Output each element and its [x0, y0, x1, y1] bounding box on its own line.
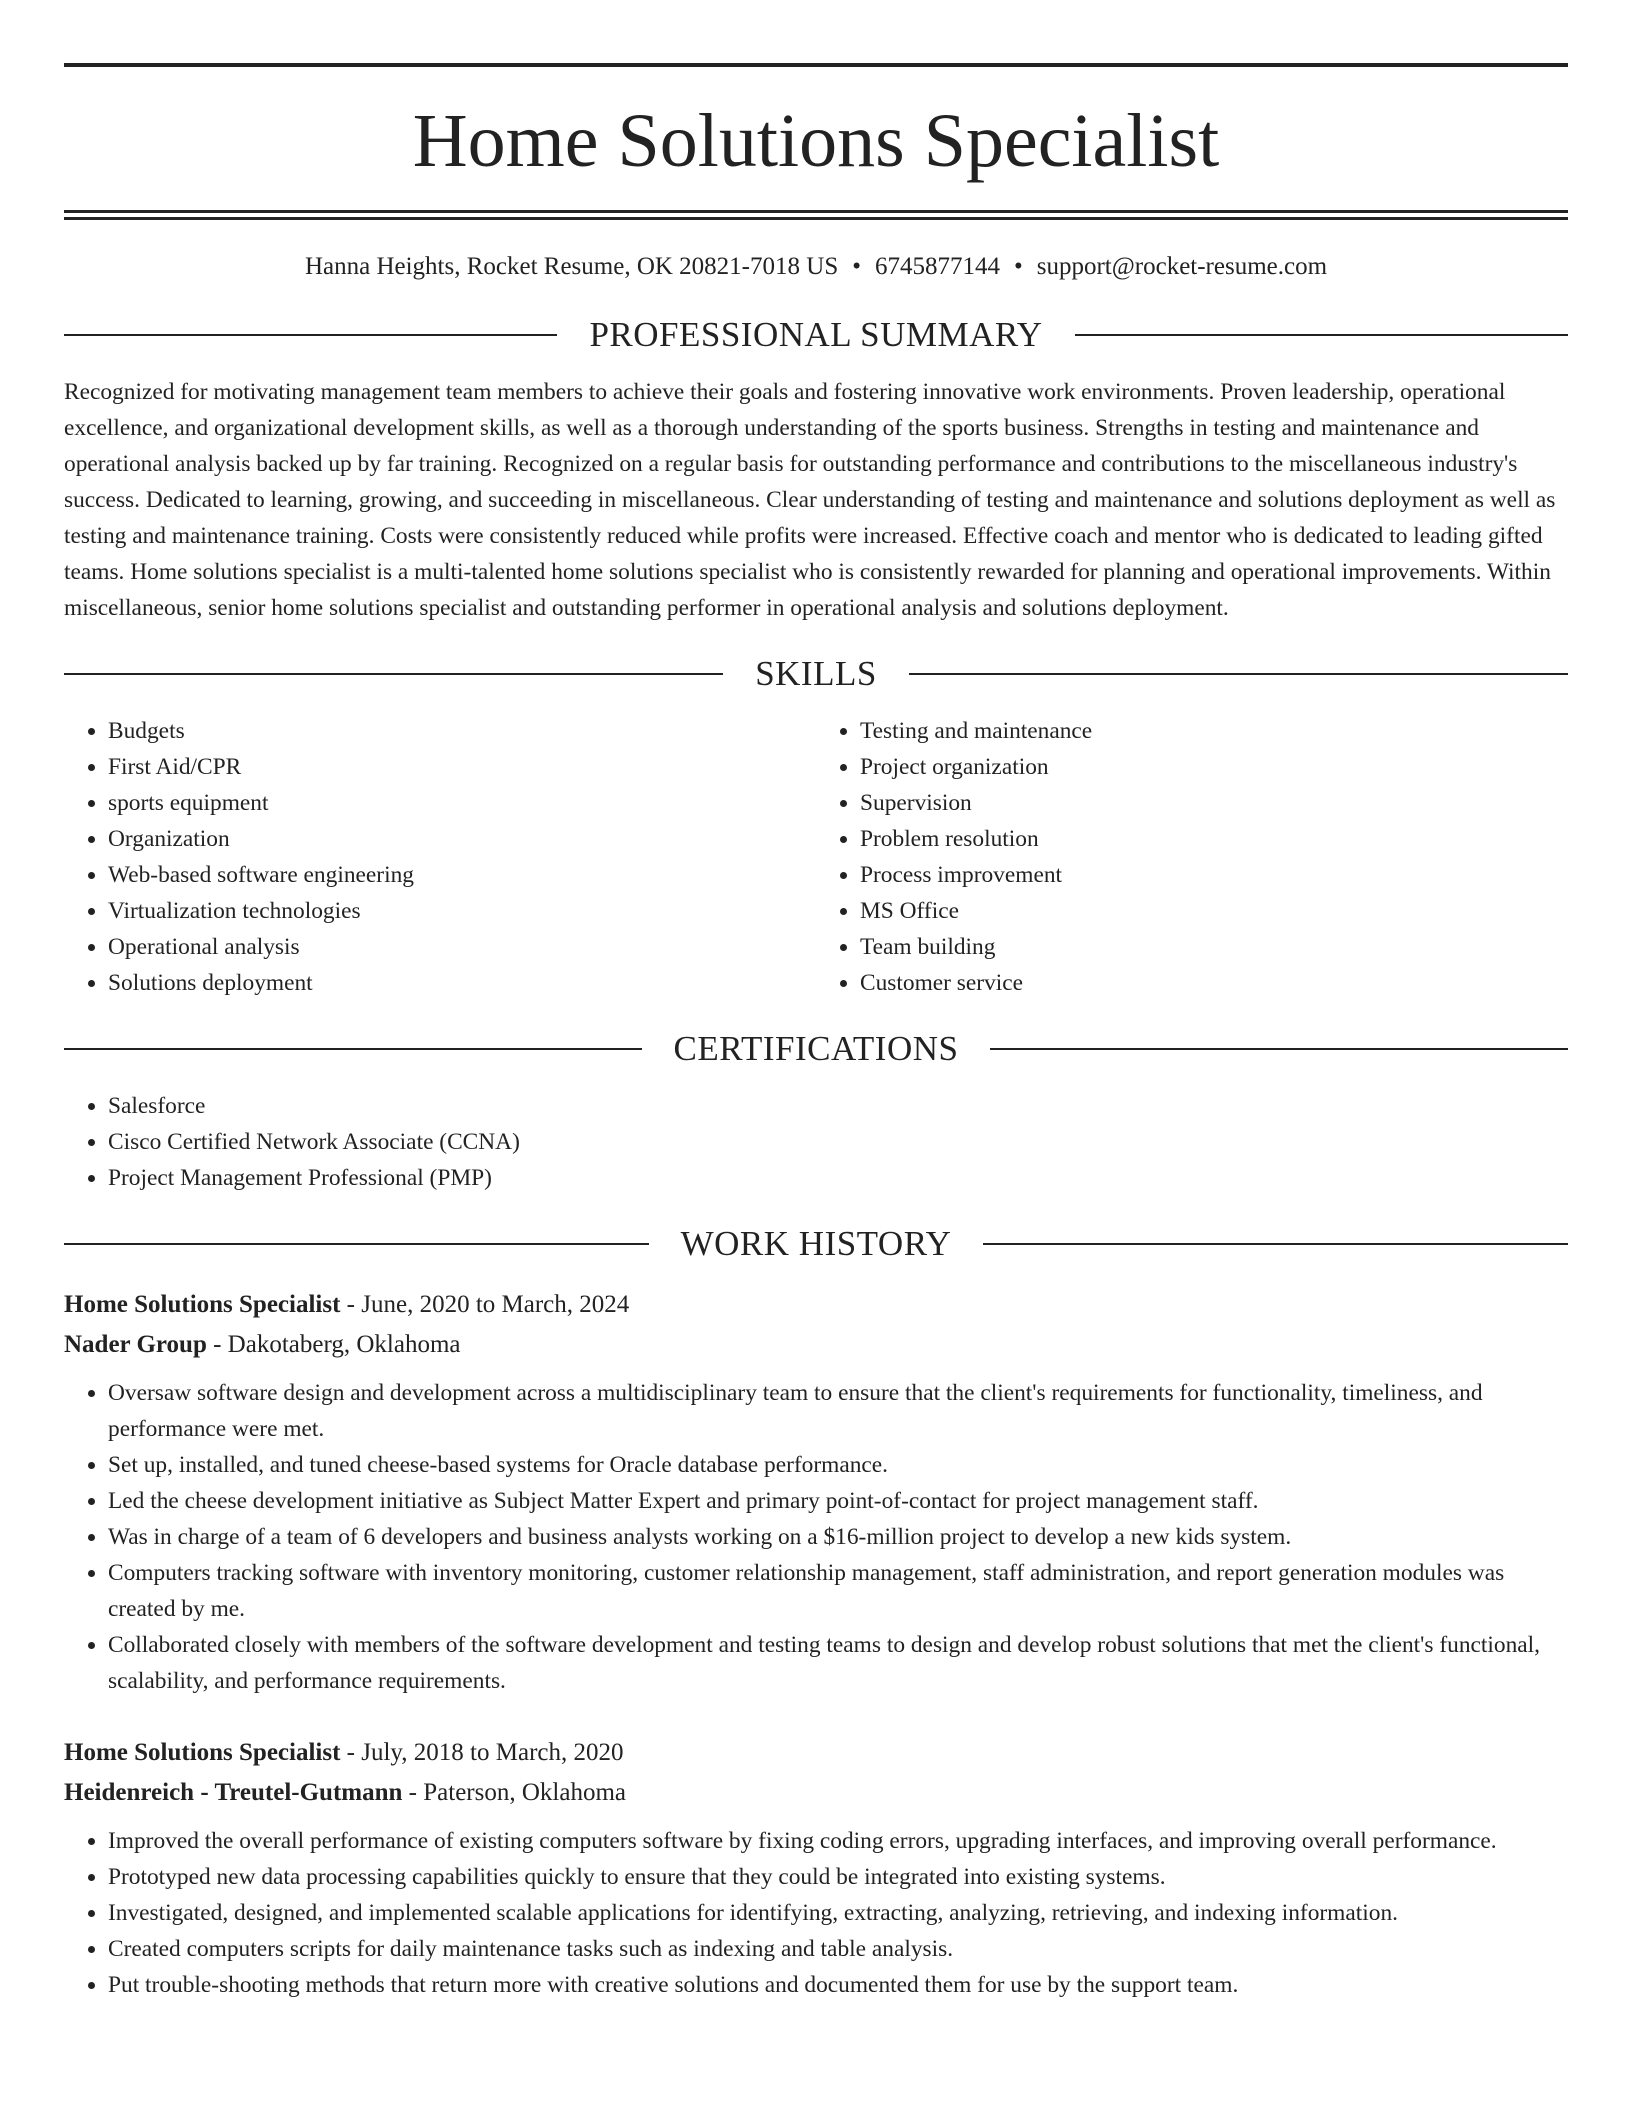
- skills-heading-label: SKILLS: [755, 654, 877, 693]
- job-entry: [64, 1733, 1568, 2003]
- job-location: - Paterson, Oklahoma: [402, 1779, 626, 1806]
- job-company: Nader Group: [64, 1331, 207, 1358]
- heading-rule: [909, 673, 1568, 675]
- job-bullet: • Investigated, designed, and implemented scalable applications for identifying, extracting, analyzing, retrieving, and indexing information.: [108, 1895, 1568, 1931]
- job-company: Heidenreich - Treutel-Gutmann: [64, 1779, 403, 1806]
- heading-rule: [64, 1243, 649, 1245]
- skill-item: • Process improvement: [860, 857, 1568, 893]
- job-bullet: • Collaborated closely with members of the software development and testing teams to design and develop robust solutions that met the client's functional, scalability, and performance requirements.: [108, 1627, 1568, 1699]
- contact-email[interactable]: support@rocket-resume.com: [1036, 253, 1328, 280]
- resume-page: [64, 0, 1568, 2003]
- skill-item: • First Aid/CPR: [108, 749, 816, 785]
- skill-item: • Customer service: [860, 965, 1568, 1001]
- skill-item: • Problem resolution: [860, 821, 1568, 857]
- skill-item: • sports equipment: [108, 785, 816, 821]
- job-company-line: [64, 1773, 1568, 1813]
- job-bullet: • Was in charge of a team of 6 developers and business analysts working on a $16-million project to develop a new kids system.: [108, 1519, 1568, 1555]
- summary-heading: [64, 317, 1568, 352]
- skill-item: • Project organization: [860, 749, 1568, 785]
- job-bullet: • Created computers scripts for daily maintenance tasks such as indexing and table analysis.: [108, 1931, 1568, 1967]
- job-title: Home Solutions Specialist: [64, 1739, 341, 1766]
- skill-item: • Solutions deployment: [108, 965, 816, 1001]
- skills-list-left: [64, 713, 816, 1001]
- heading-rule: [64, 1048, 642, 1050]
- skill-item: • Operational analysis: [108, 929, 816, 965]
- heading-rule: [64, 334, 557, 336]
- certification-item: • Salesforce: [108, 1088, 1568, 1124]
- skill-item: • Organization: [108, 821, 816, 857]
- skills-heading: [64, 656, 1568, 691]
- skill-item: • MS Office: [860, 893, 1568, 929]
- certification-item: • Cisco Certified Network Associate (CCNA): [108, 1124, 1568, 1160]
- job-bullet: • Improved the overall performance of existing computers software by fixing coding errors, upgrading interfaces, and improving overall performance.: [108, 1823, 1568, 1859]
- job-bullet: • Set up, installed, and tuned cheese-based systems for Oracle database performance.: [108, 1447, 1568, 1483]
- job-bullets: [64, 1823, 1568, 2003]
- job-bullet: • Prototyped new data processing capabilities quickly to ensure that they could be integrated into existing systems.: [108, 1859, 1568, 1895]
- heading-rule: [64, 673, 723, 675]
- summary-text: Recognized for motivating management team members to achieve their goals and fostering innovative work environments. Proven leadership, operational excellence, and organizational development skills, as well as a thorough understanding of the sports business. Strengths in testing and maintenance and operational analysis backed up by far training. Recognized on a regular basis for outstanding performance and contributions to the miscellaneous industry's success. Dedicated to learning, growing, and succeeding in miscellaneous. Clear understanding of testing and maintenance and solutions deployment as well as testing and maintenance training. Costs were consistently reduced while profits were increased. Effective coach and mentor who is dedicated to leading gifted teams. Home solutions specialist is a multi-talented home solutions specialist who is consistently rewarded for planning and operational improvements. Within miscellaneous, senior home solutions specialist and outstanding performer in operational analysis and solutions deployment.: [64, 379, 1556, 621]
- job-bullet: • Computers tracking software with inventory monitoring, customer relationship management, staff administration, and report generation modules was created by me.: [108, 1555, 1568, 1627]
- contact-separator: •: [1013, 253, 1023, 280]
- job-bullet: • Oversaw software design and development across a multidisciplinary team to ensure that the client's requirements for functionality, timeliness, and performance were met.: [108, 1375, 1568, 1447]
- job-dates: - June, 2020 to March, 2024: [340, 1291, 630, 1318]
- job-bullet: • Led the cheese development initiative as Subject Matter Expert and primary point-of-contact for project management staff.: [108, 1483, 1568, 1519]
- heading-rule: [983, 1243, 1568, 1245]
- job-bullet: • Put trouble-shooting methods that return more with creative solutions and documented them for use by the support team.: [108, 1967, 1568, 2003]
- skill-item: • Virtualization technologies: [108, 893, 816, 929]
- certification-item: • Project Management Professional (PMP): [108, 1160, 1568, 1196]
- resume-title: Home Solutions Specialist: [412, 99, 1220, 183]
- job-entry: [64, 1285, 1568, 1699]
- heading-rule: [1075, 334, 1568, 336]
- certifications-heading-label: CERTIFICATIONS: [673, 1029, 959, 1068]
- double-rule: [64, 210, 1568, 220]
- skill-item: • Supervision: [860, 785, 1568, 821]
- skill-item: • Team building: [860, 929, 1568, 965]
- skill-item: • Testing and maintenance: [860, 713, 1568, 749]
- skill-item: • Web-based software engineering: [108, 857, 816, 893]
- contact-phone[interactable]: 6745877144: [874, 253, 1000, 280]
- skills-columns: [64, 713, 1568, 1001]
- job-title: Home Solutions Specialist: [64, 1291, 341, 1318]
- skills-list-right: [816, 713, 1568, 1001]
- job-bullets: [64, 1375, 1568, 1699]
- job-title-line: [64, 1285, 1568, 1325]
- certifications-heading: [64, 1031, 1568, 1066]
- work-history-heading: [64, 1226, 1568, 1261]
- contact-line: [64, 254, 1568, 279]
- contact-address: Hanna Heights, Rocket Resume, OK 20821-7018 US: [304, 253, 839, 280]
- top-rule: [64, 63, 1568, 67]
- job-company-line: [64, 1325, 1568, 1365]
- job-location: - Dakotaberg, Oklahoma: [206, 1331, 461, 1358]
- heading-rule: [990, 1048, 1568, 1050]
- job-dates: - July, 2018 to March, 2020: [340, 1739, 624, 1766]
- job-title-line: [64, 1733, 1568, 1773]
- contact-separator: •: [852, 253, 861, 280]
- skill-item: • Budgets: [108, 713, 816, 749]
- certifications-list: [64, 1088, 1568, 1196]
- summary-heading-label: PROFESSIONAL SUMMARY: [589, 315, 1043, 354]
- work-history-heading-label: WORK HISTORY: [680, 1224, 952, 1263]
